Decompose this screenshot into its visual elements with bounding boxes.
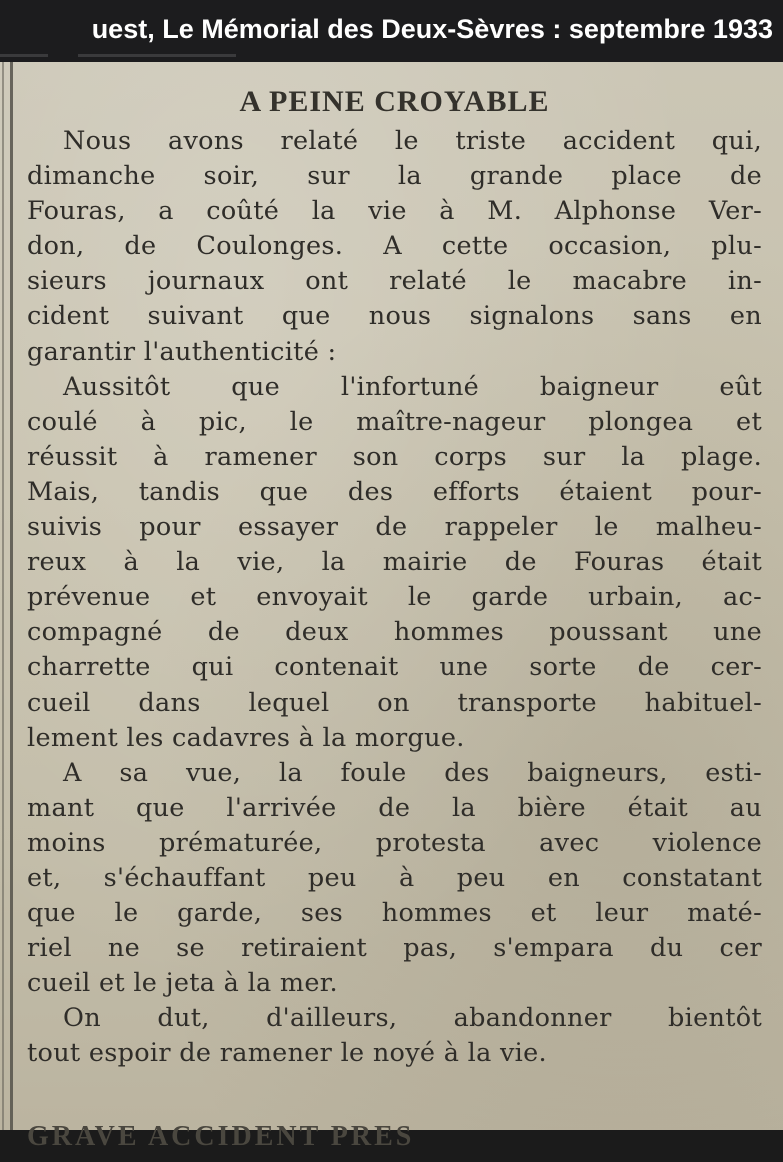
column-rule	[10, 62, 13, 1130]
article-line: cident suivant que nous signalons sans en	[27, 301, 762, 332]
article-line: Mais, tandis que des efforts étaient pour-	[27, 476, 762, 507]
article-line: lement les cadavres à la morgue.	[27, 722, 465, 753]
article-line: riel ne se retiraient pas, s'empara du cer	[27, 933, 762, 964]
article-line: A sa vue, la foule des baigneurs, esti-	[63, 757, 762, 788]
article-line: moins prématurée, protesta avec violence	[27, 827, 762, 858]
article-line: et, s'échauffant peu à peu en constatant	[27, 862, 762, 893]
article-line: compagné de deux hommes poussant une	[27, 617, 762, 648]
article-line: dimanche soir, sur la grande place de	[27, 161, 762, 192]
title-underline	[0, 54, 48, 57]
article-line: Fouras, a coûté la vie à M. Alphonse Ver-	[27, 196, 762, 227]
article-line: sieurs journaux ont relaté le macabre in-	[27, 266, 762, 297]
next-article-headline-fragment: GRAVE ACCIDENT PRES	[27, 1121, 415, 1152]
article-line: On dut, d'ailleurs, abandonner bientôt	[63, 1003, 762, 1034]
article-line: suivis pour essayer de rappeler le malheu-	[27, 512, 762, 543]
article	[27, 82, 762, 1072]
column-rule	[2, 62, 4, 1130]
article-line: garantir l'authenticité :	[27, 336, 337, 367]
article-line: charrette qui contenait une sorte de cer-	[27, 652, 762, 683]
window-title-bar	[0, 0, 783, 62]
window-title: uest, Le Mémorial des Deux-Sèvres : septembre 1933	[91, 14, 773, 44]
article-line: tout espoir de ramener le noyé à la vie.	[27, 1038, 547, 1069]
article-line: coulé à pic, le maître-nageur plongea et	[27, 406, 762, 437]
article-headline: A PEINE CROYABLE	[239, 85, 550, 118]
article-line: réussit à ramener son corps sur la plage.	[27, 441, 762, 472]
article-line: cueil et le jeta à la mer.	[27, 968, 338, 999]
title-underline	[78, 54, 236, 57]
article-line: que le garde, ses hommes et leur maté-	[27, 898, 762, 929]
article-line: prévenue et envoyait le garde urbain, ac-	[27, 582, 762, 613]
article-line: mant que l'arrivée de la bière était au	[27, 792, 762, 823]
article-line: don, de Coulonges. A cette occasion, plu-	[27, 231, 762, 262]
article-line: reux à la vie, la mairie de Fouras était	[27, 547, 762, 578]
article-line: Nous avons relaté le triste accident qui,	[63, 126, 762, 156]
article-line: Aussitôt que l'infortuné baigneur eût	[63, 371, 762, 402]
newspaper-clipping	[0, 62, 783, 1152]
article-line: cueil dans lequel on transporte habituel-	[27, 687, 762, 718]
